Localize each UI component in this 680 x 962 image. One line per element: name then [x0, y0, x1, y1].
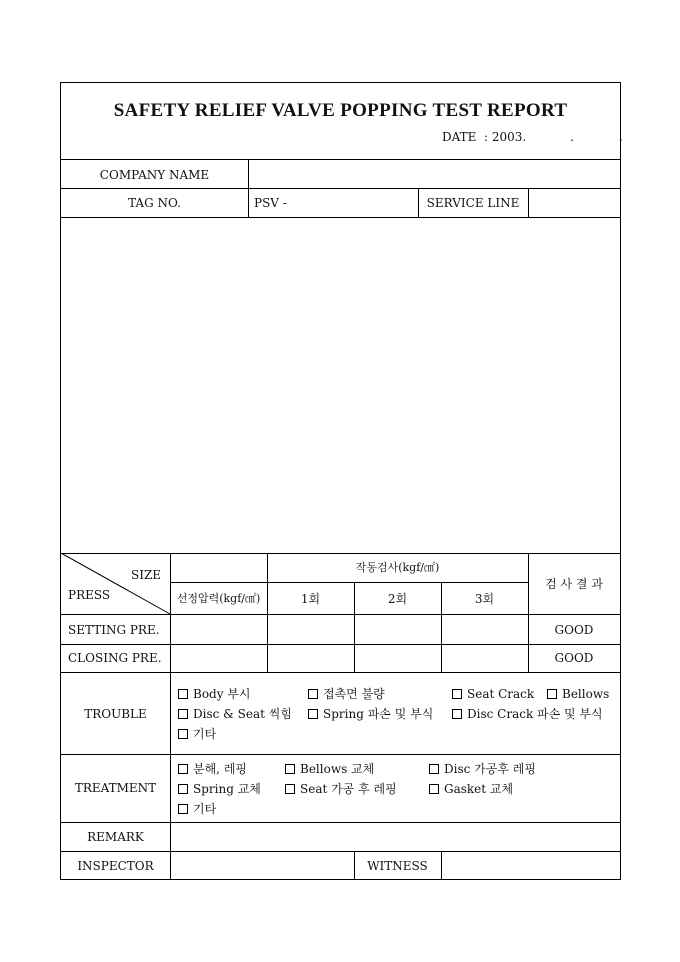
witness-label: WITNESS	[367, 859, 428, 873]
report-title: SAFETY RELIEF VALVE POPPING TEST REPORT	[113, 100, 568, 121]
company-name-input[interactable]	[253, 168, 613, 182]
divider	[528, 188, 529, 217]
divider	[61, 672, 620, 673]
diagonal-divider	[61, 553, 171, 615]
remark-label: REMARK	[87, 830, 144, 844]
closing-pre-result: GOOD	[554, 651, 594, 665]
checkbox[interactable]	[429, 764, 439, 774]
trial-1-header: 1회	[300, 592, 321, 606]
checkbox[interactable]	[308, 709, 318, 719]
trouble-option[interactable]: 접촉면 불량	[308, 687, 385, 701]
trial-3-header: 3회	[474, 592, 495, 606]
treatment-option[interactable]: Disc 가공후 레핑	[429, 762, 536, 776]
remark-input[interactable]	[175, 830, 615, 844]
trouble-label: TROUBLE	[84, 707, 147, 721]
checkbox[interactable]	[285, 764, 295, 774]
trouble-option[interactable]: Disc & Seat 씩힘	[178, 707, 292, 721]
divider	[248, 159, 249, 217]
treatment-option[interactable]: 기타	[178, 802, 216, 816]
checkbox[interactable]	[178, 689, 188, 699]
trouble-option[interactable]: Spring 파손 및 부식	[308, 707, 433, 721]
date-field[interactable]	[442, 130, 623, 144]
date-separator-2: .	[619, 130, 623, 144]
closing-pre-label: CLOSING PRE.	[68, 651, 162, 665]
set-pressure-header: 선정압력(kgf/㎠)	[176, 592, 261, 605]
service-line-label: SERVICE LINE	[426, 196, 520, 210]
divider	[170, 582, 267, 583]
treatment-option[interactable]: Spring 교체	[178, 782, 261, 796]
inspector-label: INSPECTOR	[77, 859, 154, 873]
witness-input[interactable]	[445, 859, 615, 873]
trouble-option[interactable]: 기타	[178, 727, 216, 741]
result-header: 검 사 결 과	[545, 577, 603, 591]
checkbox[interactable]	[452, 689, 462, 699]
treatment-option[interactable]: Bellows 교체	[285, 762, 374, 776]
checkbox[interactable]	[285, 784, 295, 794]
company-name-label: COMPANY NAME	[99, 168, 210, 182]
divider	[61, 188, 620, 189]
setting-pre-result: GOOD	[554, 623, 594, 637]
trial-2-header: 2회	[387, 592, 408, 606]
drawing-area[interactable]	[61, 218, 620, 552]
divider	[61, 754, 620, 755]
treatment-option[interactable]: 분해, 레핑	[178, 762, 247, 776]
checkbox[interactable]	[452, 709, 462, 719]
report-form	[60, 82, 621, 880]
trouble-option[interactable]: Disc Crack 파손 및 부식	[452, 707, 603, 721]
divider	[441, 851, 442, 879]
checkbox[interactable]	[178, 784, 188, 794]
checkbox[interactable]	[178, 709, 188, 719]
trouble-option[interactable]: Bellows	[547, 687, 609, 701]
service-line-input[interactable]	[531, 196, 616, 210]
divider	[267, 582, 528, 583]
date-label: DATE : 2003.	[442, 130, 527, 144]
press-label: PRESS	[68, 588, 111, 602]
treatment-option[interactable]: Seat 가공 후 레핑	[285, 782, 397, 796]
divider	[61, 644, 620, 645]
popping-test-header: 작동검사(kgf/㎠)	[355, 561, 440, 574]
inspector-input[interactable]	[175, 859, 350, 873]
checkbox[interactable]	[178, 764, 188, 774]
trouble-option[interactable]: Body 부시	[178, 687, 251, 701]
date-separator-1: .	[570, 130, 574, 144]
psv-value[interactable]: PSV -	[254, 196, 287, 210]
checkbox[interactable]	[308, 689, 318, 699]
checkbox[interactable]	[178, 729, 188, 739]
divider	[61, 822, 620, 823]
setting-pre-label: SETTING PRE.	[68, 623, 160, 637]
divider	[61, 851, 620, 852]
treatment-option[interactable]: Gasket 교체	[429, 782, 513, 796]
trouble-option[interactable]: Seat Crack	[452, 687, 534, 701]
divider	[61, 159, 620, 160]
tag-no-label: TAG NO.	[128, 196, 181, 210]
checkbox[interactable]	[429, 784, 439, 794]
treatment-label: TREATMENT	[74, 781, 157, 795]
checkbox[interactable]	[178, 804, 188, 814]
size-label: SIZE	[131, 568, 162, 582]
checkbox[interactable]	[547, 689, 557, 699]
